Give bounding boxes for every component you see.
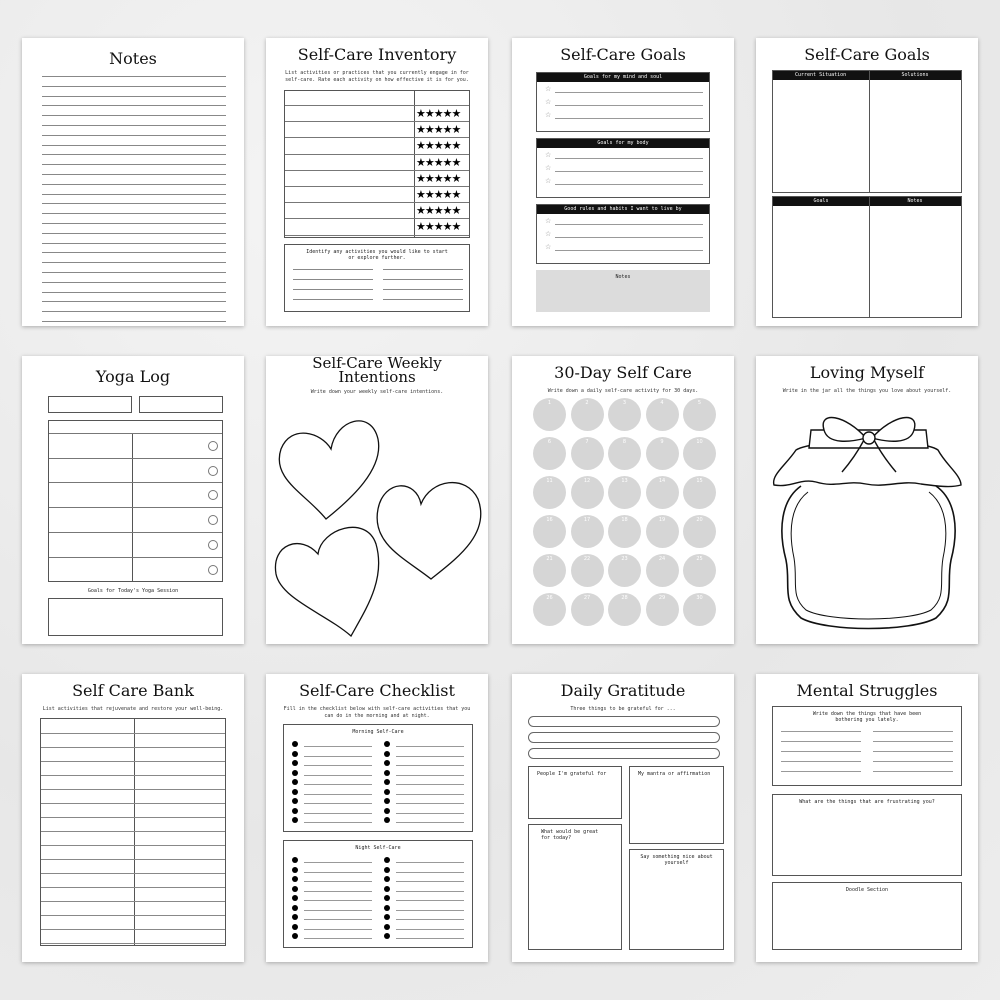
goals-stars-page <box>512 38 734 326</box>
header-current: Current Situation <box>773 71 869 80</box>
note-line <box>42 213 226 214</box>
note-line <box>42 194 226 195</box>
notes-page <box>22 38 244 326</box>
header-solutions: Solutions <box>869 71 961 80</box>
bank-row-line <box>41 915 225 916</box>
checklist-line <box>396 803 464 804</box>
checklist-line <box>304 813 372 814</box>
bullet-dot <box>384 760 390 766</box>
note-line <box>42 203 226 204</box>
note-line <box>42 252 226 253</box>
bullet-dot <box>292 867 298 873</box>
rating-stars: ★★★★★ <box>416 139 461 153</box>
bullet-dot <box>384 895 390 901</box>
day-circle: 18 <box>608 515 641 548</box>
day-circle: 11 <box>533 476 566 509</box>
explore-box <box>284 244 470 312</box>
goal-line <box>555 92 703 93</box>
star-outline-icon: ☆ <box>545 243 552 251</box>
day-circle: 5 <box>683 398 716 431</box>
bullet-dot <box>384 817 390 823</box>
checklist-line <box>304 784 372 785</box>
note-line <box>42 86 226 87</box>
table-row-line <box>49 557 222 558</box>
checklist-line <box>396 746 464 747</box>
bank-row-line <box>41 761 225 762</box>
note-line <box>42 115 226 116</box>
yoga-table <box>48 420 223 582</box>
page-subtitle: Write in the jar all the things you love about yourself. <box>782 388 952 394</box>
bullet-dot <box>292 924 298 930</box>
star-outline-icon: ☆ <box>545 85 552 93</box>
note-line <box>42 76 226 77</box>
note-line <box>42 125 226 126</box>
bullet-dot <box>384 789 390 795</box>
write-line <box>383 269 463 270</box>
page-title: Self Care Bank <box>72 681 194 700</box>
day-circle: 29 <box>646 593 679 626</box>
bullet-dot <box>292 798 298 804</box>
bank-row-line <box>41 887 225 888</box>
table-row-line <box>285 121 469 122</box>
day-circle: 27 <box>571 593 604 626</box>
heart-shape <box>377 483 481 579</box>
bullet-dot <box>292 905 298 911</box>
goal-line <box>555 171 703 172</box>
weekly-intentions-page <box>266 356 488 644</box>
write-line <box>293 269 373 270</box>
checklist-line <box>396 775 464 776</box>
note-line <box>42 321 226 322</box>
bullet-dot <box>292 808 298 814</box>
rating-stars: ★★★★★ <box>416 204 461 218</box>
note-line <box>42 145 226 146</box>
page-title-line1: Self-Care Weekly <box>312 356 442 372</box>
note-line <box>42 292 226 293</box>
loving-myself-page <box>756 356 978 644</box>
bank-row-line <box>41 929 225 930</box>
day-circle: 4 <box>646 398 679 431</box>
checkbox-ring-icon <box>208 441 218 451</box>
day-circle: 16 <box>533 515 566 548</box>
bullet-dot <box>384 751 390 757</box>
day-circle: 17 <box>571 515 604 548</box>
day-circle: 23 <box>608 554 641 587</box>
bank-row-line <box>41 733 225 734</box>
goal-line <box>555 118 703 119</box>
checklist-page <box>266 674 488 962</box>
page-subtitle: Write down a daily self-care activity for 30 days. <box>547 388 699 394</box>
star-outline-icon: ☆ <box>545 230 552 238</box>
star-outline-icon: ☆ <box>545 217 552 225</box>
checklist-line <box>304 919 372 920</box>
day-circle: 24 <box>646 554 679 587</box>
page-title: Notes <box>109 49 157 68</box>
goal-line <box>555 158 703 159</box>
bank-row-line <box>41 747 225 748</box>
goal-section-habits <box>536 204 710 264</box>
checklist-line <box>396 862 464 863</box>
bullet-dot <box>384 924 390 930</box>
bullet-dot <box>292 751 298 757</box>
page-subtitle: Three things to be grateful for ... <box>570 706 676 712</box>
table-row-line <box>285 137 469 138</box>
day-circle: 26 <box>533 593 566 626</box>
inventory-table <box>284 90 470 238</box>
bullet-dot <box>384 905 390 911</box>
day-circle: 10 <box>683 437 716 470</box>
table-row-line <box>285 105 469 106</box>
goal-section-mind <box>536 72 710 132</box>
page-title: Loving Myself <box>809 363 925 382</box>
checklist-line <box>304 900 372 901</box>
great-label: What would be great for today? <box>541 829 599 841</box>
mantra-box <box>629 766 724 844</box>
checkbox-ring-icon <box>208 565 218 575</box>
write-line <box>383 279 463 280</box>
bullet-dot <box>384 876 390 882</box>
bullet-dot <box>384 770 390 776</box>
yoga-goals-label: Goals for Today's Yoga Session <box>87 588 179 594</box>
write-line <box>781 731 861 732</box>
notes-label: Notes <box>615 274 631 280</box>
bullet-dot <box>384 867 390 873</box>
bullet-dot <box>292 933 298 939</box>
bullet-dot <box>384 933 390 939</box>
bank-row-line <box>41 775 225 776</box>
checklist-line <box>396 938 464 939</box>
bullet-dot <box>292 886 298 892</box>
table-row-line <box>285 235 469 236</box>
bullet-dot <box>292 895 298 901</box>
checklist-line <box>396 784 464 785</box>
write-line <box>781 761 861 762</box>
bank-row-line <box>41 859 225 860</box>
day-circle: 28 <box>608 593 641 626</box>
hearts-illustration <box>266 394 488 644</box>
day-circle: 21 <box>533 554 566 587</box>
bullet-dot <box>292 779 298 785</box>
write-line <box>383 299 463 300</box>
inventory-page <box>266 38 488 326</box>
header-goals: Goals <box>773 197 869 206</box>
page-title: Daily Gratitude <box>560 681 686 700</box>
write-line <box>293 289 373 290</box>
checklist-line <box>304 794 372 795</box>
day-circle: 12 <box>571 476 604 509</box>
write-line <box>781 771 861 772</box>
page-title: Mental Struggles <box>796 681 938 700</box>
bullet-dot <box>292 760 298 766</box>
star-outline-icon: ☆ <box>545 164 552 172</box>
rating-stars: ★★★★★ <box>416 107 461 120</box>
checkbox-ring-icon <box>208 540 218 550</box>
page-title: Yoga Log <box>95 367 171 386</box>
gratitude-line-3 <box>528 748 720 759</box>
header-notes: Notes <box>869 197 961 206</box>
table-row-line <box>285 170 469 171</box>
checklist-line <box>304 746 372 747</box>
jar-body <box>782 486 955 629</box>
explore-label: Identify any activities you would like to start or explore further. <box>306 249 448 261</box>
checklist-line <box>396 900 464 901</box>
bank-row-line <box>41 831 225 832</box>
bank-row-line <box>41 901 225 902</box>
checklist-line <box>396 822 464 823</box>
checklist-line <box>304 862 372 863</box>
table-row-line <box>285 202 469 203</box>
star-outline-icon: ☆ <box>545 98 552 106</box>
goal-line <box>555 250 703 251</box>
jar-inner <box>791 492 946 619</box>
morning-label: Morning Self-Care <box>352 729 404 735</box>
page-title: Self-Care Inventory <box>297 45 457 64</box>
date-field <box>48 396 132 413</box>
star-outline-icon: ☆ <box>545 177 552 185</box>
checklist-line <box>396 765 464 766</box>
checklist-line <box>396 872 464 873</box>
page-subtitle: List activities that rejuvenate and restore your well-being. <box>42 706 224 712</box>
gratitude-line-2 <box>528 732 720 743</box>
day-circle: 1 <box>533 398 566 431</box>
page-title: 30-Day Self Care <box>554 363 692 382</box>
day-circle: 8 <box>608 437 641 470</box>
self-care-bank-page <box>22 674 244 962</box>
bank-row-line <box>41 873 225 874</box>
rating-stars: ★★★★★ <box>416 220 461 234</box>
day-circle: 25 <box>683 554 716 587</box>
notes-area <box>536 270 710 312</box>
table-row-line <box>49 532 222 533</box>
bank-row-line <box>41 817 225 818</box>
rating-stars: ★★★★★ <box>416 123 461 137</box>
goal-line <box>555 105 703 106</box>
day-circle: 15 <box>683 476 716 509</box>
day-circle: 6 <box>533 437 566 470</box>
note-line <box>42 282 226 283</box>
mantra-label: My mantra or affirmation <box>638 771 711 777</box>
yoga-goals-box <box>48 598 223 636</box>
goal-line <box>555 224 703 225</box>
note-line <box>42 272 226 273</box>
morning-checklist <box>283 724 473 832</box>
write-line <box>781 741 861 742</box>
write-line <box>293 299 373 300</box>
bullet-dot <box>292 770 298 776</box>
heart-shape <box>279 421 378 519</box>
bullet-dot <box>292 857 298 863</box>
section-header: Goals for my mind and soul <box>537 73 709 82</box>
note-line <box>42 96 226 97</box>
day-circle: 13 <box>608 476 641 509</box>
doodle-label: Doodle Section <box>845 887 889 893</box>
table-row-line <box>49 458 222 459</box>
checkbox-ring-icon <box>208 515 218 525</box>
bank-table <box>40 718 226 946</box>
day-circle: 2 <box>571 398 604 431</box>
note-line <box>42 184 226 185</box>
bullet-dot <box>292 741 298 747</box>
table-divider <box>134 719 135 945</box>
heart-shape <box>275 527 378 636</box>
note-line <box>42 301 226 302</box>
note-line <box>42 174 226 175</box>
checklist-line <box>396 756 464 757</box>
checklist-line <box>396 881 464 882</box>
table-row-line <box>49 482 222 483</box>
write-line <box>293 279 373 280</box>
bullet-dot <box>292 817 298 823</box>
write-line <box>873 741 953 742</box>
checklist-line <box>304 765 372 766</box>
checklist-line <box>396 891 464 892</box>
bullet-dot <box>384 798 390 804</box>
bullet-dot <box>384 886 390 892</box>
grid-divider <box>869 71 870 192</box>
rating-stars: ★★★★★ <box>416 188 461 201</box>
day-circle: 9 <box>646 437 679 470</box>
table-row-line <box>285 218 469 219</box>
note-line <box>42 105 226 106</box>
section-header: Good rules and habits I want to live by <box>537 205 709 214</box>
yoga-page <box>22 356 244 644</box>
table-row-line <box>285 186 469 187</box>
checkbox-ring-icon <box>208 490 218 500</box>
note-line <box>42 243 226 244</box>
checklist-line <box>304 803 372 804</box>
star-outline-icon: ☆ <box>545 111 552 119</box>
checklist-line <box>304 756 372 757</box>
note-line <box>42 223 226 224</box>
bullet-dot <box>384 857 390 863</box>
star-outline-icon: ☆ <box>545 151 552 159</box>
bank-row-line <box>41 845 225 846</box>
note-line <box>42 311 226 312</box>
night-label: Night Self-Care <box>355 845 401 851</box>
bank-row-line <box>41 789 225 790</box>
doodle-box <box>772 882 962 950</box>
goal-line <box>555 184 703 185</box>
goal-section-body <box>536 138 710 198</box>
page-title-line2: Intentions <box>338 368 416 386</box>
page-title: Self-Care Goals <box>560 45 686 64</box>
write-line <box>781 751 861 752</box>
checklist-line <box>396 910 464 911</box>
people-box <box>528 766 622 819</box>
note-line <box>42 154 226 155</box>
frustrating-box <box>772 794 962 876</box>
gratitude-line-1 <box>528 716 720 727</box>
goals-grid-page <box>756 38 978 326</box>
page-title: Self-Care Checklist <box>299 681 455 700</box>
bothering-label: Write down the things that have been bothering you lately. <box>812 711 922 723</box>
checklist-line <box>304 938 372 939</box>
day-circle: 14 <box>646 476 679 509</box>
bullet-dot <box>384 808 390 814</box>
checklist-line <box>304 891 372 892</box>
nice-box <box>629 849 724 950</box>
bank-row-line <box>41 803 225 804</box>
day-circle: 3 <box>608 398 641 431</box>
day-circle: 20 <box>683 515 716 548</box>
page-subtitle: List activities or practices that you currently engage in for self-care. Rate each activity on how effective it is for you. <box>285 70 469 83</box>
checklist-line <box>304 910 372 911</box>
checklist-line <box>304 929 372 930</box>
table-row-line <box>49 433 222 434</box>
grid-divider <box>869 197 870 317</box>
day-circle: 22 <box>571 554 604 587</box>
checklist-line <box>396 794 464 795</box>
gratitude-page <box>512 674 734 962</box>
day-circle: 19 <box>646 515 679 548</box>
write-line <box>383 289 463 290</box>
checklist-line <box>396 813 464 814</box>
bullet-dot <box>384 741 390 747</box>
rating-stars: ★★★★★ <box>416 155 461 169</box>
time-field <box>139 396 223 413</box>
bullet-dot <box>384 779 390 785</box>
write-line <box>873 731 953 732</box>
goals-bottom-grid <box>772 196 962 318</box>
table-row-line <box>49 507 222 508</box>
bank-row-line <box>41 943 225 944</box>
nice-label: Say something nice about yourself <box>640 854 713 866</box>
checklist-line <box>396 929 464 930</box>
table-row-line <box>285 154 469 155</box>
people-label: People I'm grateful for <box>537 771 607 777</box>
page-subtitle: Fill in the checklist below with self-care activities that you can do in the morning and at night. <box>283 706 471 719</box>
mental-struggles-page <box>756 674 978 962</box>
checklist-line <box>304 872 372 873</box>
rating-stars: ★★★★★ <box>416 171 461 185</box>
thirty-day-page <box>512 356 734 644</box>
checklist-line <box>304 881 372 882</box>
page-title: Self-Care Goals <box>804 45 930 64</box>
jar-illustration <box>756 400 978 640</box>
checklist-line <box>396 919 464 920</box>
write-line <box>873 751 953 752</box>
note-line <box>42 262 226 263</box>
great-box <box>528 824 622 950</box>
bullet-dot <box>384 914 390 920</box>
bow-knot <box>863 432 875 444</box>
write-line <box>873 771 953 772</box>
section-header: Goals for my body <box>537 139 709 148</box>
goal-line <box>555 237 703 238</box>
goals-top-grid <box>772 70 962 193</box>
table-divider <box>414 91 415 237</box>
day-circle: 30 <box>683 593 716 626</box>
day-circle: 7 <box>571 437 604 470</box>
checklist-line <box>304 822 372 823</box>
checkbox-ring-icon <box>208 466 218 476</box>
page-subtitle: Write down your weekly self-care intentions. <box>310 389 444 395</box>
note-line <box>42 135 226 136</box>
bullet-dot <box>292 876 298 882</box>
frustrating-label: What are the things that are frustrating you? <box>799 799 935 805</box>
bothering-box <box>772 706 962 786</box>
write-line <box>873 761 953 762</box>
night-checklist <box>283 840 473 948</box>
bullet-dot <box>292 914 298 920</box>
note-line <box>42 233 226 234</box>
note-line <box>42 164 226 165</box>
checklist-line <box>304 775 372 776</box>
bullet-dot <box>292 789 298 795</box>
